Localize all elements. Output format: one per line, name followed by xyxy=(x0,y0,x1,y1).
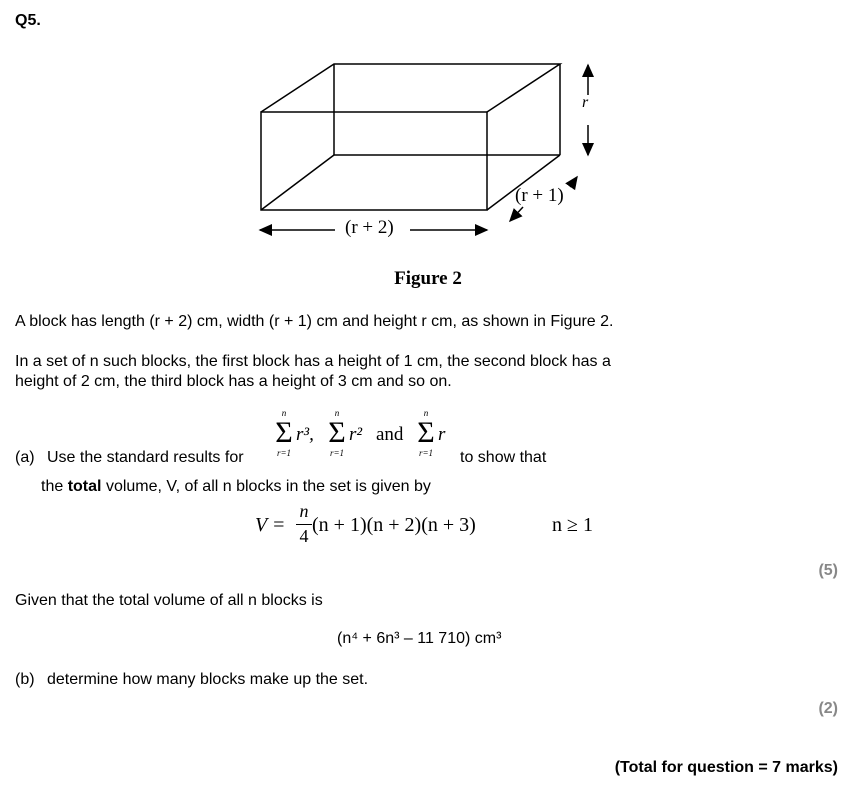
sum-r: n Σ r=1 xyxy=(417,408,435,458)
set-text-line1: In a set of n such blocks, the first block has a height of 1 cm, the second block has a xyxy=(15,353,611,370)
given-text: Given that the total volume of all n blocks is xyxy=(15,592,323,609)
part-a-marks: (5) xyxy=(818,562,838,579)
formula-lhs: V = xyxy=(255,514,286,536)
sum-upper: n xyxy=(281,408,287,418)
fraction-bar xyxy=(296,524,312,525)
total-marks: (Total for question = 7 marks) xyxy=(614,759,838,776)
height-label: r xyxy=(582,94,589,111)
part-a-lead: Use the standard results for xyxy=(47,449,244,466)
sum-term-r3: r³, xyxy=(296,424,314,445)
sum-term-r: r xyxy=(438,424,446,445)
part-a-line2: the total volume, V, of all n blocks in the set is given by xyxy=(41,478,431,495)
sum-lower: r=1 xyxy=(276,448,292,458)
part-b-marks: (2) xyxy=(818,700,838,717)
question-number: Q5. xyxy=(15,12,41,29)
total-bold: total xyxy=(67,478,102,495)
part-b-label: (b) xyxy=(15,671,35,688)
block-figure xyxy=(240,55,640,255)
sum-r2: n Σ r=1 xyxy=(328,408,346,458)
volume-expression: (n⁴ + 6n³ – 11 710) cm³ xyxy=(337,630,502,647)
length-label: (r + 2) xyxy=(345,217,394,238)
width-arrow-up xyxy=(570,177,577,187)
width-label: (r + 1) xyxy=(515,185,564,206)
intro-text: A block has length (r + 2) cm, width (r + 1) cm and height r cm, as shown in Figure 2. xyxy=(15,313,614,330)
width-arrow-down xyxy=(510,207,523,221)
set-text-line2: height of 2 cm, the third block has a height of 3 cm and so on. xyxy=(15,373,452,390)
formula-rhs: (n + 1)(n + 2)(n + 3) xyxy=(312,514,476,536)
figure-caption: Figure 2 xyxy=(394,268,462,289)
sum-and: and xyxy=(376,424,404,445)
formula-condition: n ≥ 1 xyxy=(552,514,593,536)
sum-r3: n Σ r=1 xyxy=(270,408,298,458)
formula-num: n xyxy=(299,501,309,521)
part-a-trail: to show that xyxy=(460,449,547,466)
part-a-label: (a) xyxy=(15,449,35,466)
part-b-text: determine how many blocks make up the set. xyxy=(47,671,369,688)
sum-term-r2: r² xyxy=(349,424,363,445)
formula-den: 4 xyxy=(299,526,309,546)
